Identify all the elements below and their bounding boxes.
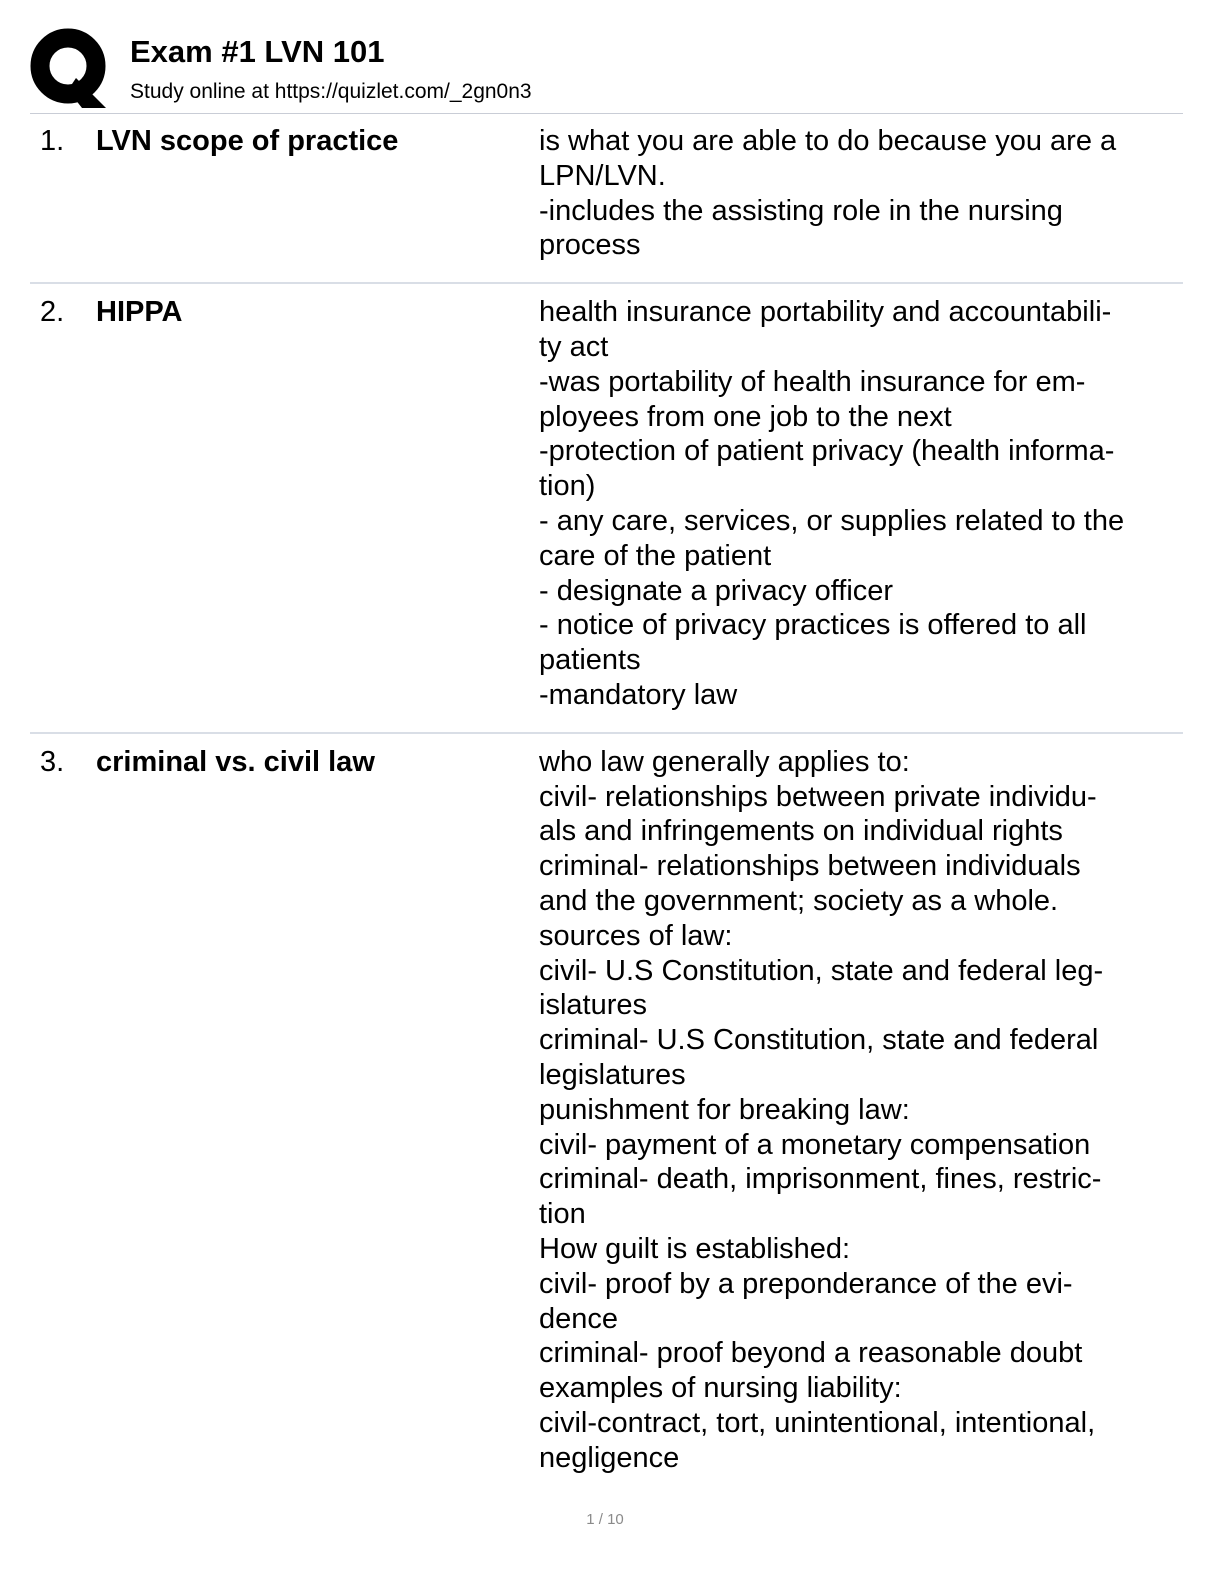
definition-line: patients [539,644,641,677]
definition-line: ty act [539,330,609,363]
definition-line: - designate a privacy officer [539,574,894,607]
definition-line: legislatures [539,1058,686,1091]
definition-line: sources of law: [539,919,733,952]
definition-line: tion) [539,470,596,503]
definition-line: -protection of patient privacy (health informa- [539,435,1115,468]
definition-line: criminal- relationships between individuals [539,850,1081,883]
definition-line: examples of nursing liability: [539,1372,902,1405]
header-divider [30,113,1183,114]
flashcard-list [30,124,1183,1494]
definition-line: LPN/LVN. [539,159,666,192]
document-header [30,28,1190,114]
card-term: HIPPA [96,296,183,329]
card-term: LVN scope of practice [96,125,399,157]
definition-line: -mandatory law [539,678,738,711]
card-definition [539,745,1179,1476]
definition-line: -was portability of health insurance for em- [539,365,1086,398]
flashcard-row [30,124,1183,282]
definition-line: tion [539,1198,586,1231]
definition-line: criminal- proof beyond a reasonable doubt [539,1337,1083,1370]
definition-line: punishment for breaking law: [539,1093,910,1126]
definition-line: als and infringements on individual rights [539,815,1063,848]
definition-line: criminal- death, imprisonment, fines, restric- [539,1163,1102,1196]
definition-line: civil- payment of a monetary compensation [539,1128,1091,1161]
page-indicator: 1 / 10 [586,1511,624,1528]
card-definition [539,295,1179,713]
definition-line: - any care, services, or supplies related to the [539,504,1125,537]
definition-line: -includes the assisting role in the nursing [539,194,1063,227]
card-number: 3. [40,745,65,778]
card-number: 1. [40,125,65,157]
definition-line: civil- U.S Constitution, state and federal leg- [539,954,1104,987]
quizlet-q-logo-icon [30,28,110,108]
definition-line: negligence [539,1441,680,1474]
definition-line: and the government; society as a whole. [539,884,1059,917]
definition-line: civil- relationships between private individu- [539,780,1097,813]
definition-line: who law generally applies to: [539,745,910,778]
definition-line: civil- proof by a preponderance of the evi- [539,1267,1073,1300]
flashcard-row [30,282,1183,732]
definition-line: ployees from one job to the next [539,400,952,433]
definition-line: dence [539,1302,619,1335]
definition-line: civil-contract, tort, unintentional, intentional, [539,1406,1096,1439]
flashcard-row [30,732,1183,1495]
definition-line: - notice of privacy practices is offered to all [539,609,1087,642]
definition-line: care of the patient [539,539,772,572]
card-term: criminal vs. civil law [96,745,375,778]
definition-line: criminal- U.S Constitution, state and federal [539,1024,1099,1057]
document-title: Exam #1 LVN 101 [130,34,385,69]
card-definition [539,124,1179,263]
definition-line: is what you are able to do because you are a [539,125,1117,157]
definition-line: health insurance portability and accountabili- [539,296,1112,329]
definition-line: islatures [539,989,647,1022]
study-online-link[interactable]: Study online at https://quizlet.com/_2gn0n3 [130,80,532,103]
card-number: 2. [40,296,65,329]
definition-line: How guilt is established: [539,1232,851,1265]
definition-line: process [539,229,641,262]
